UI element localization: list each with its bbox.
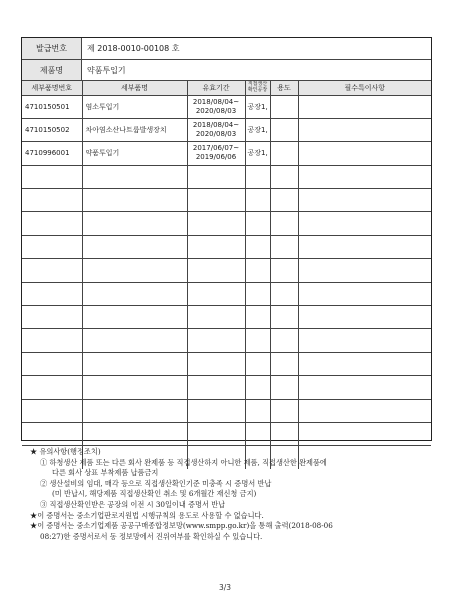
empty-cell [298,235,431,258]
table-header-row [22,81,431,95]
empty-cell [270,329,298,352]
empty-table-row [22,352,431,375]
note-cell [298,142,431,165]
empty-cell [187,189,245,212]
empty-cell [270,352,298,375]
note-cell [298,118,431,141]
notice-line: ★이 증명서는 중소기업판로지원법 시행규칙의 용도로 사용할 수 없습니다. [30,510,264,520]
table-row [22,142,431,165]
empty-cell [270,235,298,258]
col-header-name: 세부품명 [82,81,187,95]
empty-cell [82,399,187,422]
detail-name-cell: 약품투입기 [82,142,187,165]
notice-line: ③ 직접생산확인받은 공장의 이전 시 30일이내 증명서 반납 [40,499,226,509]
empty-cell [270,422,298,445]
empty-cell [270,212,298,235]
use-cell [270,142,298,165]
validity-period-cell: 2018/08/04~ 2020/08/03 [187,118,245,141]
empty-cell [245,376,270,399]
empty-cell [298,352,431,375]
col-header-factory: 직접생산 확인공장 [245,81,270,95]
empty-cell [82,422,187,445]
empty-cell [82,352,187,375]
notice-line: 다른 회사 상표 부착제품 납품금지 [52,468,159,478]
empty-cell [82,165,187,188]
empty-cell [245,352,270,375]
empty-cell [82,212,187,235]
empty-cell [187,259,245,282]
empty-cell [82,259,187,282]
empty-cell [245,165,270,188]
empty-cell [187,422,245,445]
empty-cell [298,376,431,399]
detail-code-cell: 4710996001 [22,142,82,165]
empty-cell [22,235,82,258]
empty-cell [245,399,270,422]
col-header-code: 세부품명번호 [22,81,82,95]
table-row [22,118,431,141]
empty-cell [187,282,245,305]
certificate-frame [21,37,432,441]
page-number: 3/3 [218,583,232,592]
empty-cell [187,399,245,422]
empty-table-row [22,165,431,188]
notice-line: ② 생산설비의 임대, 매각 등으로 직접생산확인기준 미충족 시 증명서 반납 [40,478,272,488]
table-row [22,95,431,118]
detail-code-cell: 4710150501 [22,95,82,118]
empty-cell [270,306,298,329]
empty-table-row [22,306,431,329]
empty-table-row [22,422,431,445]
empty-cell [270,189,298,212]
factory-cell: 공장1, [245,118,270,141]
empty-cell [298,422,431,445]
product-detail-table [22,81,431,469]
notice-line: ★ 유의사항(행정조치) [30,447,101,456]
use-cell [270,95,298,118]
empty-cell [245,282,270,305]
empty-cell [22,259,82,282]
validity-period-cell: 2018/08/04~ 2020/08/03 [187,95,245,118]
empty-cell [245,306,270,329]
empty-cell [22,282,82,305]
empty-table-row [22,376,431,399]
detail-name-cell: 차아염소산나트륨발생장치 [82,118,187,141]
empty-cell [298,259,431,282]
empty-cell [270,165,298,188]
empty-cell [22,376,82,399]
empty-cell [22,165,82,188]
empty-table-row [22,399,431,422]
empty-cell [22,399,82,422]
use-cell [270,118,298,141]
empty-cell [22,329,82,352]
empty-cell [298,306,431,329]
empty-cell [298,165,431,188]
empty-cell [245,329,270,352]
empty-cell [187,376,245,399]
empty-table-row [22,189,431,212]
empty-cell [187,165,245,188]
empty-cell [82,329,187,352]
note-cell [298,95,431,118]
notice-line: ★이 증명서는 중소기업제품 공공구매종합정보망(www.smpp.go.kr)을 통해 출력(2018-08-06 [30,521,333,531]
empty-cell [298,399,431,422]
empty-cell [270,259,298,282]
empty-cell [82,189,187,212]
empty-cell [22,422,82,445]
notice-line: ① 하청생산 제품 또는 다른 회사 완제품 등 직접생산하지 아니한 제품, 직접생산한 완제품에 [40,457,327,467]
empty-cell [298,189,431,212]
empty-table-row [22,282,431,305]
issue-number-label: 발급번호 [22,38,82,59]
detail-name-cell: 염소투입기 [82,95,187,118]
notice-section [30,447,430,542]
empty-cell [82,282,187,305]
empty-cell [82,306,187,329]
empty-cell [187,306,245,329]
empty-cell [298,212,431,235]
issue-number-value: 제 2018-0010-00108 호 [87,44,180,53]
empty-table-row [22,329,431,352]
validity-period-cell: 2017/06/07~ 2019/06/06 [187,142,245,165]
empty-cell [270,399,298,422]
notice-line: (미 반납시, 해당제품 직접생산확인 취소 및 6개월간 재신청 금지) [52,489,257,499]
empty-cell [187,329,245,352]
col-header-use: 용도 [270,81,298,95]
empty-cell [82,376,187,399]
col-header-period: 유효기간 [187,81,245,95]
empty-cell [245,189,270,212]
product-name-value: 약품투입기 [87,65,126,75]
empty-table-row [22,235,431,258]
factory-cell: 공장1, [245,142,270,165]
empty-cell [22,352,82,375]
empty-cell [298,329,431,352]
detail-code-cell: 4710150502 [22,118,82,141]
empty-cell [187,235,245,258]
empty-cell [22,189,82,212]
empty-cell [245,422,270,445]
product-name-label: 제품명 [22,60,82,80]
empty-cell [270,376,298,399]
empty-cell [270,282,298,305]
empty-cell [245,212,270,235]
empty-cell [245,235,270,258]
empty-cell [245,259,270,282]
product-name-row [22,60,431,81]
empty-table-row [22,212,431,235]
notice-line: 08:27)한 증명서로서 동 정보망에서 진위여부를 확인하실 수 있습니다. [40,531,263,541]
empty-cell [22,212,82,235]
empty-cell [22,306,82,329]
empty-table-row [22,259,431,282]
empty-cell [187,352,245,375]
issue-number-row [22,38,431,60]
factory-cell: 공장1, [245,95,270,118]
empty-cell [298,282,431,305]
empty-cell [82,235,187,258]
empty-cell [187,212,245,235]
col-header-note: 필수특이사항 [298,81,431,95]
